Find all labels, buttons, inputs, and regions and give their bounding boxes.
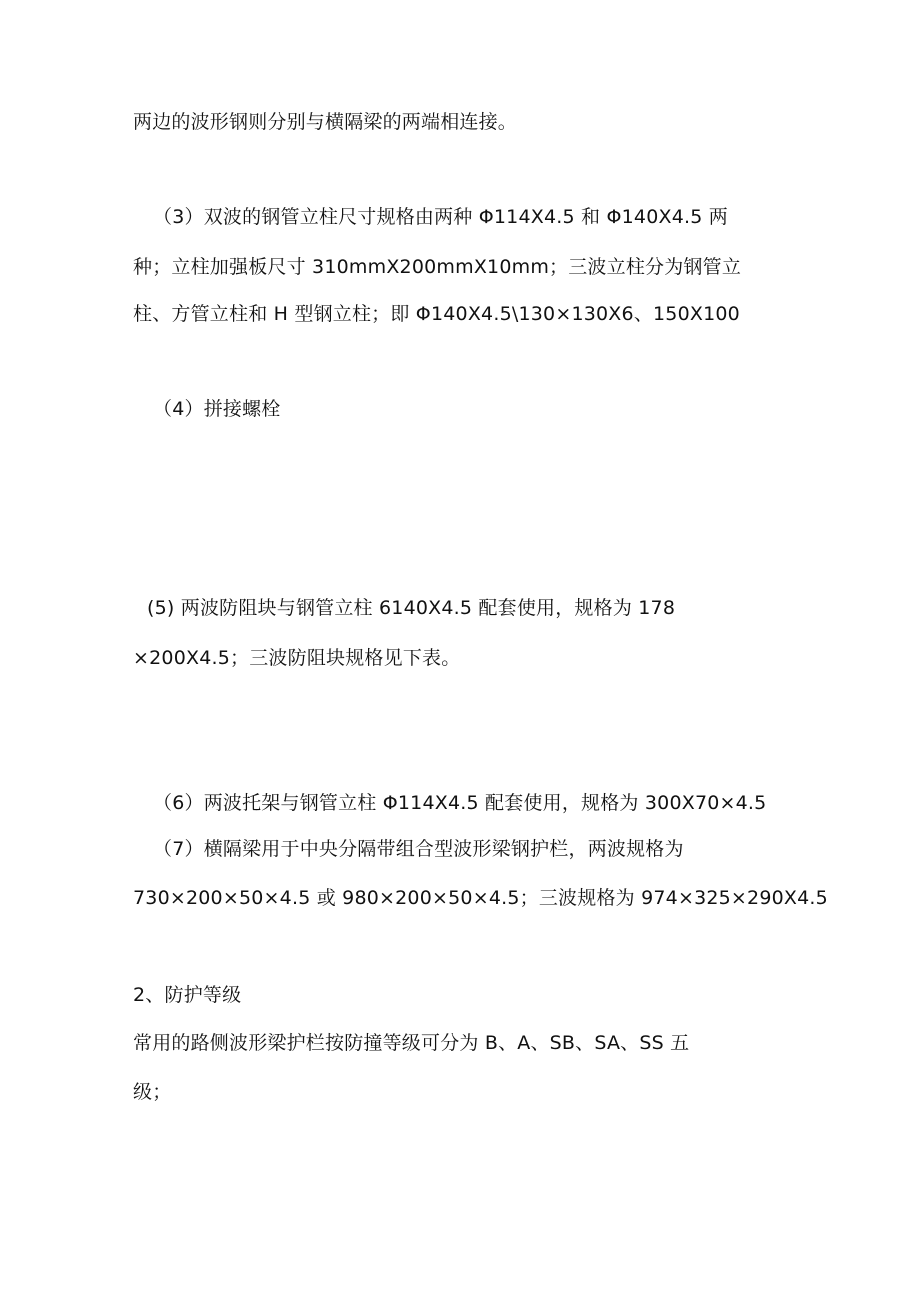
paragraph-line: 常用的路侧波形梁护栏按防撞等级可分为 B、A、SB、SA、SS 五 [133, 1032, 690, 1054]
paragraph-line: 种；立柱加强板尺寸 310mmX200mmX10mm；三波立柱分为钢管立 [133, 256, 742, 278]
paragraph-line: ×200X4.5；三波防阻块规格见下表。 [133, 647, 461, 669]
paragraph-line: (5) 两波防阻块与钢管立柱 6140X4.5 配套使用，规格为 178 [147, 597, 676, 619]
paragraph-line: （4）拼接螺栓 [153, 398, 281, 420]
paragraph-line: （3）双波的钢管立柱尺寸规格由两种 Φ114X4.5 和 Φ140X4.5 两 [153, 206, 728, 228]
paragraph-line: 730×200×50×4.5 或 980×200×50×4.5；三波规格为 974×325×290X4.5 [133, 887, 828, 909]
paragraph-line: 级； [133, 1081, 172, 1103]
paragraph-line: （7）横隔梁用于中央分隔带组合型波形梁钢护栏，两波规格为 [153, 838, 684, 860]
paragraph-line: （6）两波托架与钢管立柱 Φ114X4.5 配套使用，规格为 300X70×4.5 [153, 792, 767, 814]
paragraph-line: 柱、方管立柱和 H 型钢立柱；即 Φ140X4.5\130×130X6、150X100 [133, 303, 740, 325]
section-heading: 2、防护等级 [133, 984, 242, 1006]
paragraph-line: 两边的波形钢则分别与横隔梁的两端相连接。 [133, 111, 518, 133]
